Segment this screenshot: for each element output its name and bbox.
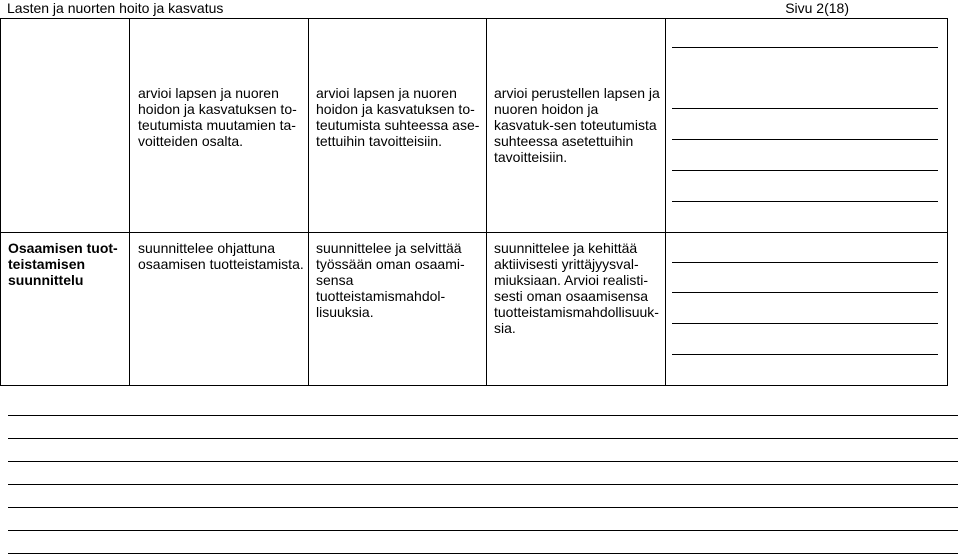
answer-line[interactable] bbox=[672, 201, 938, 202]
row1-col3-text: arvioi lapsen ja nuoren hoidon ja kasvatuksen to-teutumista suhteessa ase-tettuihin tavoitteisiin. bbox=[316, 85, 480, 149]
answer-line[interactable] bbox=[672, 139, 938, 140]
table-right-border bbox=[947, 18, 948, 386]
notes-line[interactable] bbox=[8, 461, 958, 462]
answer-line[interactable] bbox=[672, 292, 938, 293]
table-left-border bbox=[0, 18, 1, 386]
row-divider bbox=[0, 232, 948, 233]
notes-line[interactable] bbox=[8, 484, 958, 485]
answer-line[interactable] bbox=[672, 47, 938, 48]
answer-line[interactable] bbox=[672, 262, 938, 263]
answer-line[interactable] bbox=[672, 108, 938, 109]
row1-col4-text: arvioi perustellen lapsen ja nuoren hoidon ja kasvatuk-sen toteutumista suhteessa asetettuihin tavoitteisiin. bbox=[494, 85, 660, 165]
notes-line[interactable] bbox=[8, 415, 958, 416]
row2-col2-text: suunnittelee ohjattuna osaamisen tuotteistamista. bbox=[138, 240, 304, 272]
row1-col2-text: arvioi lapsen ja nuoren hoidon ja kasvatuksen to-teutumista muutamien ta-voitteiden osalta. bbox=[138, 85, 297, 149]
column-divider bbox=[486, 18, 487, 386]
column-divider bbox=[308, 18, 309, 386]
table-bottom-border bbox=[0, 385, 948, 386]
page-number: Sivu 2(18) bbox=[785, 0, 849, 16]
notes-line[interactable] bbox=[8, 553, 958, 554]
table-top-border bbox=[0, 18, 948, 19]
answer-line[interactable] bbox=[672, 354, 938, 355]
row2-col4-text: suunnittelee ja kehittää aktiivisesti yrittäjyysval-miuksiaan. Arvioi realisti-sesti oman osaamisensa tuotteistamismahdollisuuk-sia. bbox=[494, 240, 659, 336]
answer-line[interactable] bbox=[672, 323, 938, 324]
answer-line[interactable] bbox=[672, 170, 938, 171]
notes-line[interactable] bbox=[8, 507, 958, 508]
notes-line[interactable] bbox=[8, 530, 958, 531]
column-divider bbox=[129, 18, 130, 386]
document-title: Lasten ja nuorten hoito ja kasvatus bbox=[7, 0, 224, 16]
row2-col3-text: suunnittelee ja selvittää työssään oman osaami-sensa tuotteistamismahdol-lisuuksia. bbox=[316, 240, 465, 320]
notes-line[interactable] bbox=[8, 438, 958, 439]
row2-heading: Osaamisen tuot-teistamisen suunnittelu bbox=[8, 240, 118, 288]
column-divider bbox=[665, 18, 666, 386]
